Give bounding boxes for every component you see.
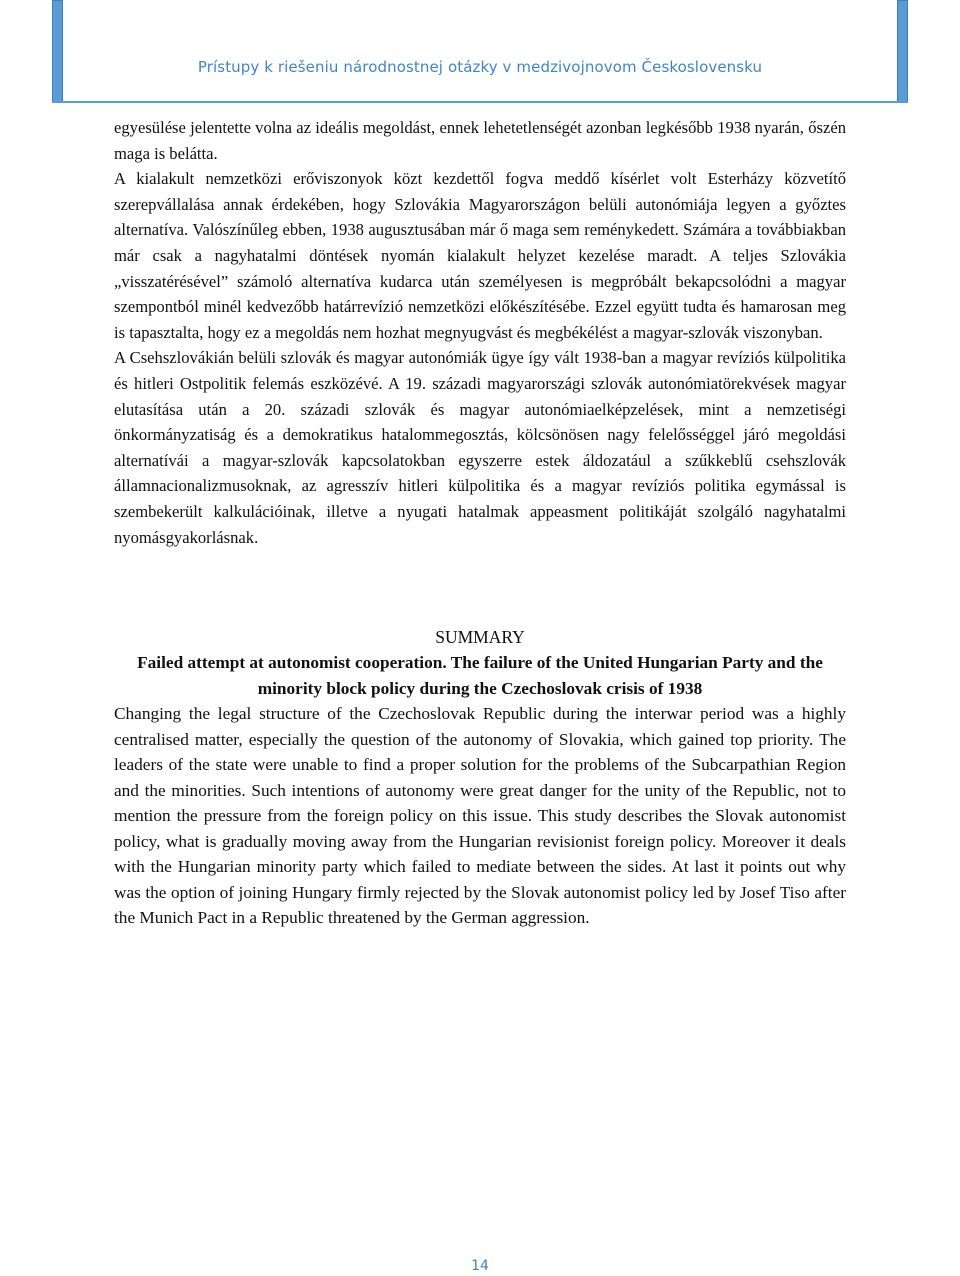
header-divider <box>52 101 908 103</box>
paragraph-2: A kialakult nemzetközi erőviszonyok közt kezdettől fogva meddő kísérlet volt Esterházy közvetítő szerepvállalása annak érdekében, hogy Szlovákia Magyarországon belüli autonómiája legyen a győztes alternatíva. Valószínűleg ebben, 1938 augusztusában már ő maga sem reménykedett. Számára a továbbiakban már csak a nagyhatalmi döntések nyomán kialakult helyzet kezelése maradt. A teljes Szlovákia „visszatérésével” számoló alternatíva kudarca után személyesen is megpróbált bekapcsolódni a magyar szempontból minél kedvezőbb határrevízió nemzetközi előkészítésébe. Ezzel együtt tudta és hamarosan meg is tapasztalta, hogy ez a megoldás nem hozhat megnyugvást és megbékélést a magyar-szlovák viszonyban. <box>114 169 846 342</box>
paragraph-3: A Csehszlovákián belüli szlovák és magyar autonómiák ügye így vált 1938-ban a magyar revíziós külpolitika és hitleri Ostpolitik felemás eszközévé. A 19. századi magyarországi szlovák autonómiatörekvések magyar elutasítása után a 20. századi szlovák és magyar autonómiaelképzelések, mint a nemzetiségi önkormányzatiság és a demokratikus hatalommegosztás, kölcsönösen nagy felelősséggel járó megoldási alternatívái a magyar-szlovák kapcsolatokban egyszerre estek áldozatául a szűkkeblű csehszlovák államnacionalizmusoknak, az agresszív hitleri külpolitika és a magyar revíziós politika egymással is szembekerült kalkulációinak, illetve a nyugati hatalmak appeasment politikáját szolgáló nagyhatalmi nyomásgyakorlásnak. <box>114 348 846 547</box>
summary-title: Failed attempt at autonomist cooperation. The failure of the United Hungarian Party and the minority block policy during the Czechoslovak crisis of 1938 <box>137 653 823 698</box>
header-left-accent-bar <box>52 0 63 102</box>
page-number: 14 <box>471 1258 489 1274</box>
summary-heading: SUMMARY <box>435 627 525 647</box>
running-header-title: Prístupy k riešeniu národnostnej otázky v medzivojnovom Československu <box>197 58 763 76</box>
summary-text: Changing the legal structure of the Czechoslovak Republic during the interwar period was a highly centralised matter, especially the question of the autonomy of Slovakia, which gained top priority. The leaders of the state were unable to find a proper solution for the problems of the Subcarpathian Region and the minorities. Such intentions of autonomy were great danger for the unity of the Republic, not to mention the pressure from the foreign policy on this issue. This study describes the Slovak autonomist policy, what is gradually moving away from the Hungarian revisionist foreign policy. Moreover it deals with the Hungarian minority party which failed to mediate between the sides. At last it points out why was the option of joining Hungary firmly rejected by the Slovak autonomist policy led by Josef Tiso after the Munich Pact in a Republic threatened by the German aggression. <box>114 704 846 927</box>
summary-section <box>114 625 846 931</box>
paragraph-1: egyesülése jelentette volna az ideális megoldást, ennek lehetetlenségét azonban legkésőbb 1938 nyarán, őszén maga is belátta. <box>114 118 846 163</box>
main-text-block <box>114 115 846 550</box>
header-right-accent-bar <box>897 0 908 102</box>
